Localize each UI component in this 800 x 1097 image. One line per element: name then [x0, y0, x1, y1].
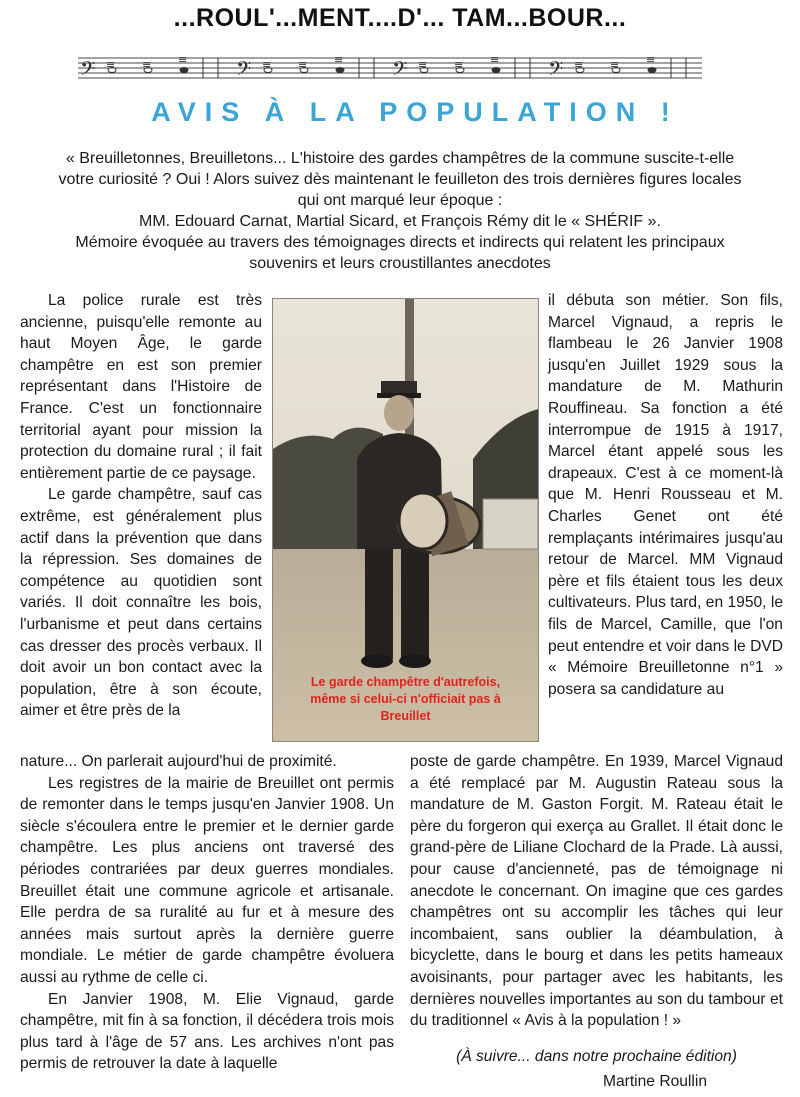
column-right-wide: [410, 751, 783, 1032]
intro-line: qui ont marqué leur époque :: [297, 192, 503, 209]
article-paragraph: La police rurale est très ancienne, puisqu'elle remonte au haut Moyen Âge, le garde champêtre en est son premier représentant dans l'Histoire de France. C'est un fonctionnaire territorial ayant pour mission la protection du domaine rural ; il fait entièrement partie de ce paysage.: [20, 292, 262, 482]
article-paragraph: Le garde champêtre, sauf cas extrême, est généralement plus actif dans la prévention que dans la répression. Ses domaines de compétence au quotidien sont variés. Il doit connaître les bois, l'urbanisme et peut dans certains cas dresser des procès verbaux. Il doit avoir un bon contact avec la population, être à son écoute, aimer et être près de la: [20, 486, 262, 720]
photo-caption: Le garde champêtre d'autrefois, même si celui-ci n'officiait pas à Breuillet: [310, 675, 501, 723]
article-paragraph: poste de garde champêtre. En 1939, Marcel Vignaud a été remplacé par M. Augustin Rateau sous la mandature de M. Gaston Forgit. M. Rateau était le père du forgeron qui exerça au Grallet. Il était donc le grand-père de Liliane Clochard de la Prade. Là aussi, pour cause d'ancienneté, pas de témoignage ni anecdote le concernant. On imagine que ces gardes champêtres ont su accomplir les tâches qui leur incombaient, sans oublier la déambulation, à bicyclette, dans le bourg et dans les petits hameaux avoisinants, pour partager avec les habitants, les dernières nouvelles importantes au son du tambour et du traditionnel « Avis à la population ! »: [410, 753, 783, 1030]
intro-line: votre curiosité ? Oui ! Alors suivez dès maintenant le feuilleton des trois dernières figures locales: [58, 171, 742, 188]
drummer-photo: [272, 298, 539, 742]
intro-line: Mémoire évoquée au travers des témoignages directs et indirects qui relatent les principaux: [75, 234, 725, 251]
svg-text:≡: ≡: [178, 53, 188, 66]
article-paragraph: nature... On parlerait aujourd'hui de proximité.: [20, 753, 337, 770]
article-paragraph: il débuta son métier. Son fils, Marcel Vignaud, a repris le flambeau le 26 Janvier 1908 jusqu'en Juillet 1929 sous la mandature de M. Mathurin Rouffineau. Sa fonction a été interrompue de 1915 à 1917, Marcel étant appelé sous les drapeaux. C'est à ce moment-là que M. Henri Rousseau et M. Charles Genet ont été remplaçants intérimaires jusqu'au retour de Marcel. MM Vignaud père et fils étaient tous les deux cultivateurs. Plus tard, en 1950, le fils de Marcel, Camille, que l'on peut entendre et voir dans le DVD « Mémoire Breuilletonne n°1 » posera sa candidature au: [548, 292, 783, 698]
page-title: ...ROUL'...MENT....D'... TAM...BOUR...: [173, 4, 627, 32]
svg-text:≡: ≡: [106, 58, 116, 71]
to-be-continued: (À suivre... dans notre prochaine édition): [456, 1048, 737, 1065]
svg-text:𝄢: 𝄢: [80, 57, 96, 84]
column-right-narrow: [548, 290, 783, 700]
article-paragraph: Les registres de la mairie de Breuillet ont permis de remonter dans le temps jusqu'en Janvier 1908. Un siècle s'écoulera entre le premier et le dernier garde champêtre. Les plus anciens ont traversé des périodes contrariées par deux guerres mondiales. Breuillet était une commune agricole et artisanale. Elle perdra de sa ruralité au fur et à mesure des années mais surtout après la dernière guerre mondiale. Le métier de garde champêtre évoluera aussi au rythme de celle ci.: [20, 774, 394, 986]
column-left-narrow: [20, 290, 262, 722]
music-staff-icon: [78, 50, 702, 84]
intro-paragraph: [18, 148, 782, 274]
author-signature: Martine Roullin: [602, 1073, 707, 1090]
column-left-wide: [20, 751, 394, 1075]
intro-line: souvenirs et leurs croustillantes anecdotes: [249, 255, 551, 272]
intro-line: « Breuilletonnes, Breuilletons... L'histoire des gardes champêtres de la commune suscite-t-elle: [65, 150, 735, 167]
intro-line: MM. Edouard Carnat, Martial Sicard, et François Rémy dit le « SHÉRIF ».: [139, 213, 661, 230]
svg-text:≡: ≡: [142, 58, 152, 71]
article-paragraph: En Janvier 1908, M. Elie Vignaud, garde champêtre, mit fin à sa fonction, il décédera trois mois plus tard à l'âge de 57 ans. Les archives n'ont pas permis de retrouver la date à laquelle: [20, 990, 394, 1073]
notice-heading: AVIS À LA POPULATION !: [151, 97, 679, 127]
